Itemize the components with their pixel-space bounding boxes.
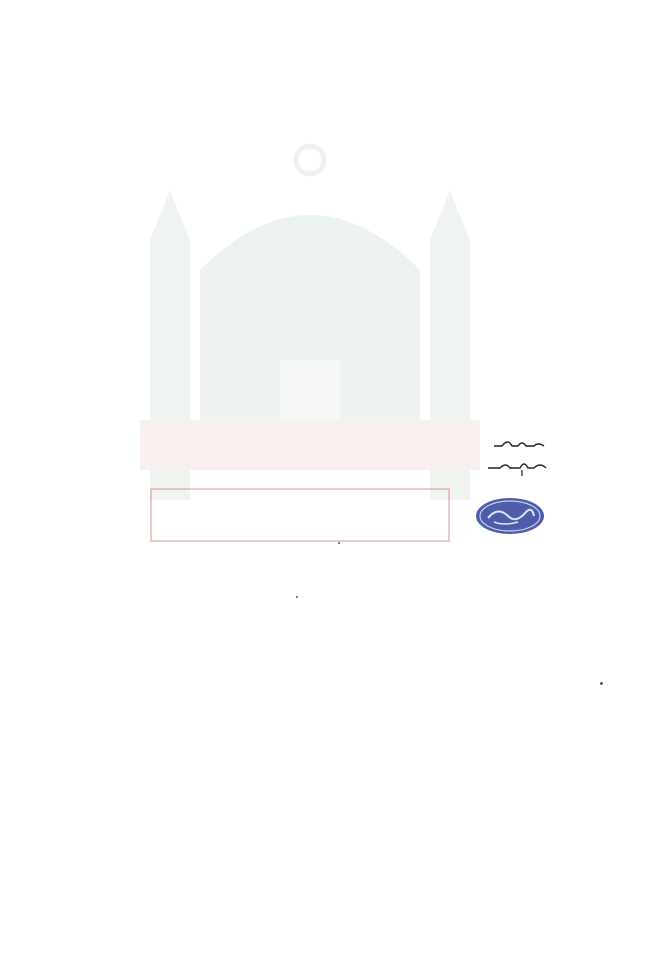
watermark-url	[165, 496, 435, 536]
scan-speck	[338, 542, 340, 544]
office-stamp-icon	[474, 496, 546, 536]
scan-speck	[600, 682, 603, 685]
watermark-network-text	[160, 438, 440, 488]
decorative-border-right	[640, 0, 671, 946]
decorative-border-bottom	[0, 914, 671, 946]
handwritten-reply-signature	[482, 436, 552, 482]
decorative-border-left	[0, 0, 28, 946]
scan-speck	[296, 596, 298, 598]
decorative-border-top	[0, 0, 671, 32]
